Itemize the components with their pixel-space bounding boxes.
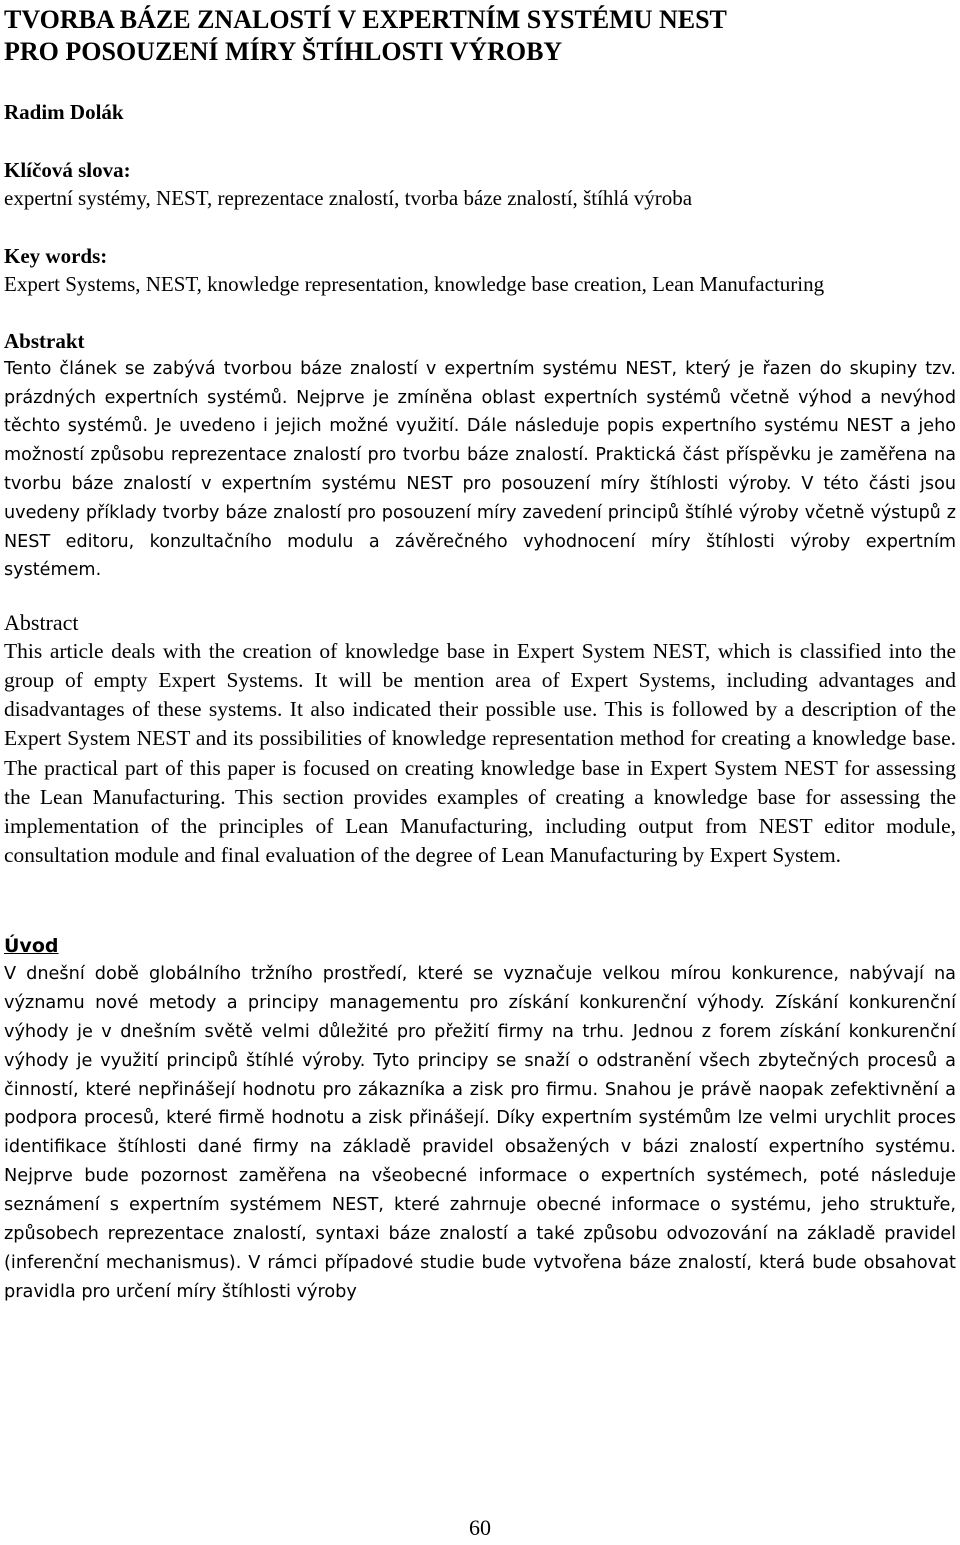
uvod-text: V dnešní době globálního tržního prostředí, které se vyznačuje velkou mírou konkurence, nabývají na významu nové metody a principy managementu pro získání konkurenční výhody. Získání konkurenční výhody je v dnešním světě velmi důležité pro přežití firmy na trhu. Jednou z forem získání konkurenční výhody je využití principů štíhlé výroby. Tyto principy se snaží o odstranění všech zbytečných procesů a činností, které nepřinášejí hodnotu pro zákazníka a zisk pro firmu. Snahou je právě naopak zefektivnění a podpora procesů, které firmě hodnotu a zisk přinášejí. Díky expertním systémům lze velmi urychlit proces identifikace štíhlosti dané firmy na základě pravidel obsažených v bázi znalostí expertního systému. Nejprve bude pozornost zaměřena na všeobecné informace o expertních systémech, poté následuje seznámení s expertním systémem NEST, které zahrnuje obecné informace o systému, jeho struktuře, způsobech reprezentace znalostí, syntaxi báze znalostí a také způsobu odvozování na základě pravidel (inferenční mechanismus). V rámci případové studie bude vytvořena báze znalostí, která bude obsahovat pravidla pro určení míry štíhlosti výroby [4, 963, 956, 1302]
uvod-section [4, 932, 956, 1307]
abstrakt-heading: Abstrakt [4, 328, 85, 353]
abstract-text: This article deals with the creation of knowledge base in Expert System NEST, which is classified into the group of empty Expert Systems. It will be mention area of Expert Systems, including advantages and disadvantages of these systems. It also indicated their possible use. This is followed by a description of the Expert System NEST and its possibilities of knowledge representation method for creating a knowledge base. The practical part of this paper is focused on creating knowledge base in Expert System NEST for assessing the Lean Manufacturing. This section provides examples of creating a knowledge base for assessing the implementation of the principles of Lean Manufacturing, including output from NEST editor module, consultation module and final evaluation of the degree of Lean Manufacturing by Expert System. [4, 639, 956, 867]
paper-page [4, 0, 956, 1307]
title-line-2: PRO POSOUZENÍ MÍRY ŠTÍHLOSTI VÝROBY [4, 37, 563, 66]
abstrakt-section [4, 327, 956, 585]
keywords-en-text: Expert Systems, NEST, knowledge representation, knowledge base creation, Lean Manufacturing [4, 271, 825, 296]
abstract-heading: Abstract [4, 610, 79, 636]
uvod-heading: Úvod [4, 934, 59, 957]
author-name: Radim Dolák [4, 100, 124, 124]
paper-title [4, 4, 956, 68]
keywords-en-label: Key words: [4, 243, 108, 268]
keywords-cz-label: Klíčová slova: [4, 158, 131, 182]
keywords-cz-text: expertní systémy, NEST, reprezentace znalostí, tvorba báze znalostí, štíhlá výroba [4, 186, 693, 210]
abstrakt-text: Tento článek se zabývá tvorbou báze znalostí v expertním systému NEST, který je řazen do skupiny tzv. prázdných expertních systémů. Nejprve je zmíněna oblast expertních systémů včetně výhod a nevýhod těchto systémů. Je uvedeno i jejich možné využití. Dále následuje popis expertního systému NEST a jeho možností způsobu reprezentace znalostí pro tvorbu báze znalostí. Praktická část příspěvku je zaměřena na tvorbu báze znalostí v expertním systému NEST pro posouzení míry štíhlosti výroby. V této části jsou uvedeny příklady tvorby báze znalostí pro posouzení míry zavedení principů štíhlé výroby včetně výstupů z NEST editoru, konzultačního modulu a závěrečného vyhodnocení míry štíhlosti výroby expertním systémem. [4, 358, 956, 581]
abstract-section [4, 609, 956, 870]
keywords-en-section [4, 242, 956, 299]
title-line-1: TVORBA BÁZE ZNALOSTÍ V EXPERTNÍM SYSTÉMU NEST [4, 5, 727, 34]
keywords-cz-section [4, 156, 956, 213]
page-number: 60 [469, 1515, 491, 1540]
